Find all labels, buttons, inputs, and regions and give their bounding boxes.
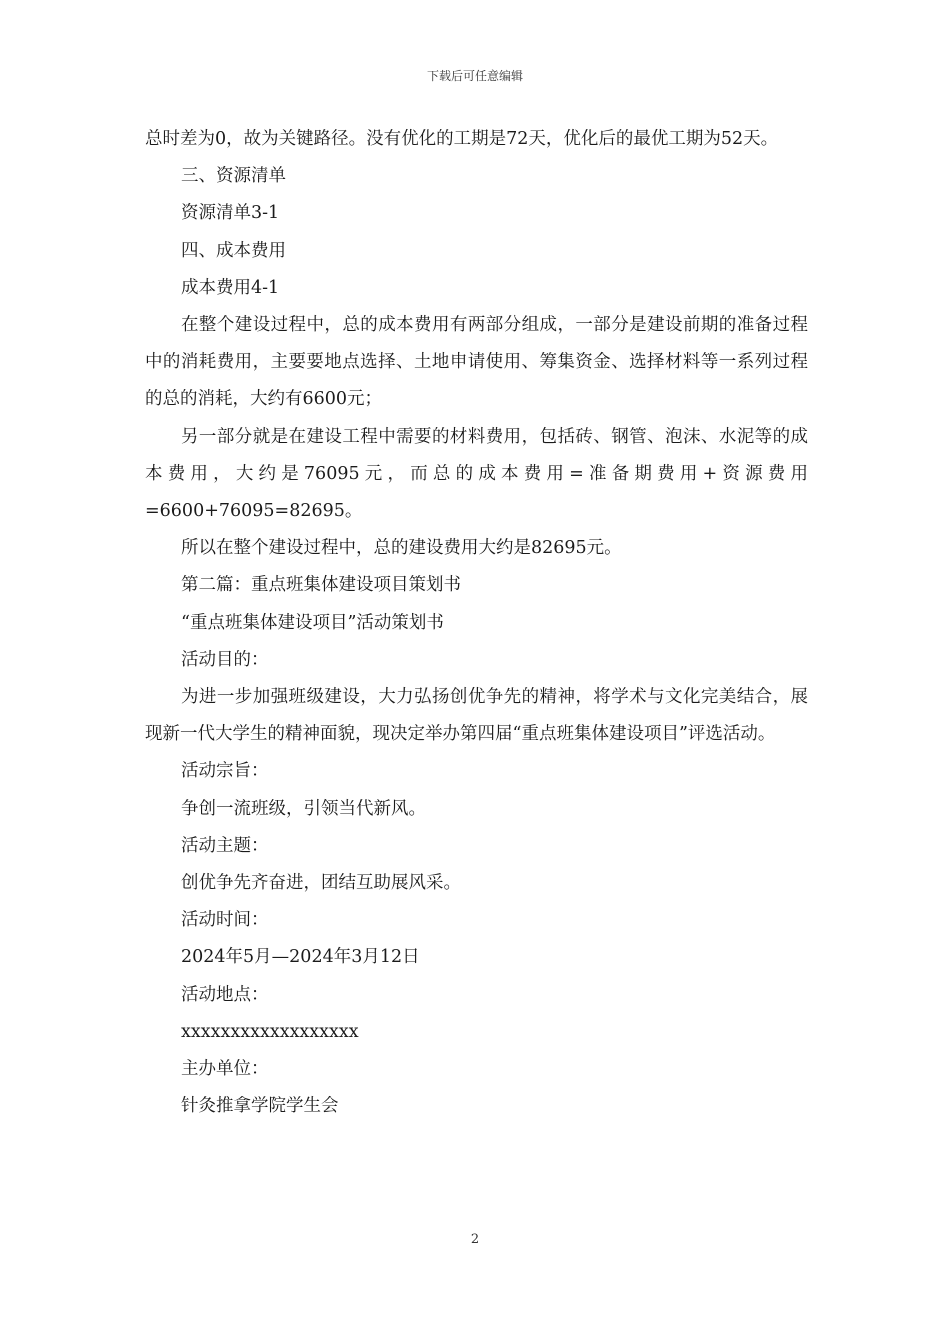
label-purpose: 活动目的： <box>181 649 269 670</box>
text-time: 2024年5月—2024年3月12日 <box>181 947 420 968</box>
paragraph-cost-part2: 另一部分就是在建设工程中需要的材料费用，包括砖、钢管、泡沫、水泥等的成本费用，大约是76095元，而总的成本费用=准备期费用+资源费用=6600+76095=82695。 <box>145 426 808 522</box>
page-number: 2 <box>470 1232 480 1247</box>
label-location: 活动地点： <box>181 984 269 1005</box>
label-time: 活动时间： <box>181 910 269 931</box>
resource-list-label: 资源清单3-1 <box>181 203 280 224</box>
document-body <box>145 121 808 1125</box>
heading-resource-list: 三、资源清单 <box>181 166 286 187</box>
heading-cost: 四、成本费用 <box>181 240 286 261</box>
text-theme: 创优争先齐奋进，团结互助展风采。 <box>181 873 461 894</box>
label-organizer: 主办单位： <box>181 1059 269 1080</box>
label-theme: 活动主题： <box>181 835 269 856</box>
cost-label: 成本费用4-1 <box>181 277 280 298</box>
text-aim: 争创一流班级，引领当代新风。 <box>181 798 426 819</box>
label-aim: 活动宗旨： <box>181 761 269 782</box>
paragraph-cost-part1: 在整个建设过程中，总的成本费用有两部分组成，一部分是建设前期的准备过程中的消耗费用，主要要地点选择、土地申请使用、筹集资金、选择材料等一系列过程的总的消耗，大约有6600元； <box>145 315 808 410</box>
text-location: xxxxxxxxxxxxxxxxxx <box>181 1021 359 1042</box>
page-header: 下载后可任意编辑 <box>426 69 523 83</box>
text-organizer: 针灸推拿学院学生会 <box>181 1096 339 1117</box>
plan-title: “重点班集体建设项目”活动策划书 <box>181 612 444 633</box>
paragraph-cost-total: 所以在整个建设过程中，总的建设费用大约是82695元。 <box>181 538 622 559</box>
section-title-part2: 第二篇：重点班集体建设项目策划书 <box>181 575 461 596</box>
paragraph-purpose: 为进一步加强班级建设，大力弘扬创优争先的精神，将学术与文化完美结合，展现新一代大学生的精神面貌，现决定举办第四届“重点班集体建设项目”评选活动。 <box>145 687 808 745</box>
paragraph-critical-path: 总时差为0，故为关键路径。没有优化的工期是72天，优化后的最优工期为52天。 <box>145 129 779 149</box>
